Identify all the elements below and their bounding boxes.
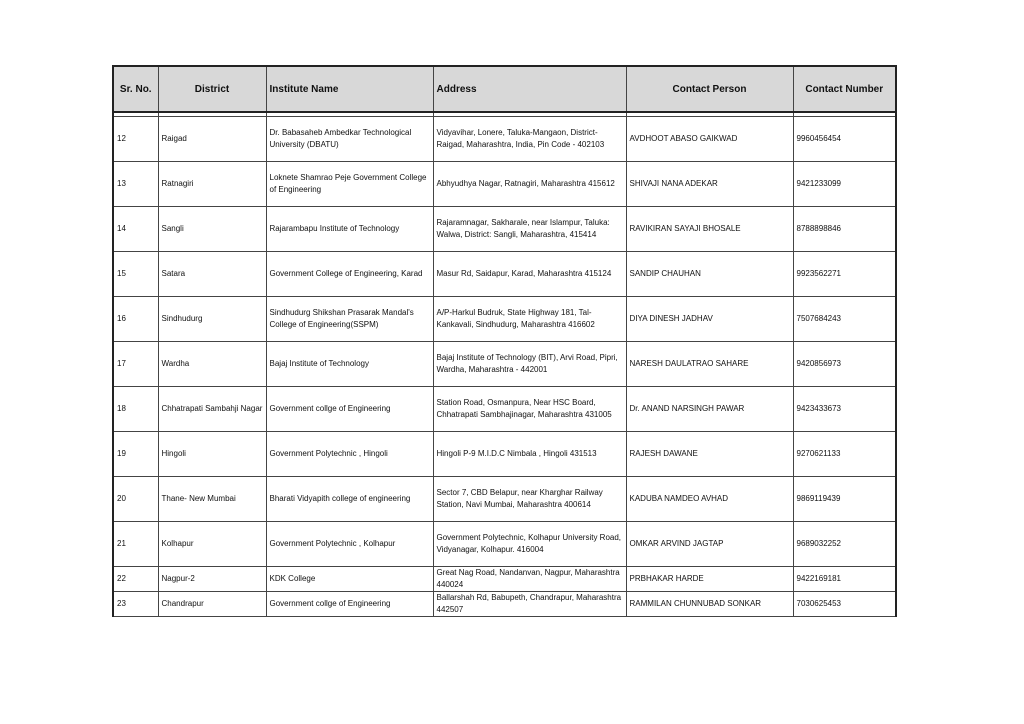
cell-contact-number: 9420856973 [793, 342, 896, 387]
cell-institute: Dr. Babasaheb Ambedkar Technological University (DBATU) [266, 117, 433, 162]
cell-contact-person: NARESH DAULATRAO SAHARE [626, 342, 793, 387]
cell-sr: 18 [113, 387, 158, 432]
table-row [113, 522, 896, 567]
cell-district: Ratnagiri [158, 162, 266, 207]
cell-contact-person: RAVIKIRAN SAYAJI BHOSALE [626, 207, 793, 252]
cell-sr: 16 [113, 297, 158, 342]
cell-contact-person: SHIVAJI NANA ADEKAR [626, 162, 793, 207]
cell-institute: Government College of Engineering, Karad [266, 252, 433, 297]
table-header-row [113, 66, 896, 112]
cell-institute: Government Polytechnic , Hingoli [266, 432, 433, 477]
table-row [113, 567, 896, 592]
cell-sr: 21 [113, 522, 158, 567]
cell-sr: 12 [113, 117, 158, 162]
cell-contact-number: 7507684243 [793, 297, 896, 342]
header-contact-person: Contact Person [626, 66, 793, 112]
cell-district: Thane- New Mumbai [158, 477, 266, 522]
cell-sr: 23 [113, 592, 158, 617]
cell-sr: 13 [113, 162, 158, 207]
cell-address: A/P-Harkul Budruk, State Highway 181, Tal-Kankavali, Sindhudurg, Maharashtra 416602 [433, 297, 626, 342]
cell-institute: Government collge of Engineering [266, 592, 433, 617]
cell-institute: Government collge of Engineering [266, 387, 433, 432]
cell-contact-person: RAJESH DAWANE [626, 432, 793, 477]
header-institute-name: Institute Name [266, 66, 433, 112]
cell-district: Hingoli [158, 432, 266, 477]
cell-contact-person: PRBHAKAR HARDE [626, 567, 793, 592]
table-row [113, 592, 896, 617]
cell-contact-person: SANDIP CHAUHAN [626, 252, 793, 297]
cell-sr: 22 [113, 567, 158, 592]
cell-address: Abhyudhya Nagar, Ratnagiri, Maharashtra 415612 [433, 162, 626, 207]
cell-address: Ballarshah Rd, Babupeth, Chandrapur, Maharashtra 442507 [433, 592, 626, 617]
cell-institute: Loknete Shamrao Peje Government College of Engineering [266, 162, 433, 207]
cell-contact-person: RAMMILAN CHUNNUBAD SONKAR [626, 592, 793, 617]
cell-district: Satara [158, 252, 266, 297]
cell-institute: KDK College [266, 567, 433, 592]
table-row [113, 387, 896, 432]
cell-contact-number: 9960456454 [793, 117, 896, 162]
cell-district: Sangli [158, 207, 266, 252]
cell-contact-number: 7030625453 [793, 592, 896, 617]
cell-contact-person: Dr. ANAND NARSINGH PAWAR [626, 387, 793, 432]
cell-district: Chhatrapati Sambahji Nagar [158, 387, 266, 432]
table-row [113, 342, 896, 387]
cell-address: Government Polytechnic, Kolhapur University Road, Vidyanagar, Kolhapur. 416004 [433, 522, 626, 567]
header-address: Address [433, 66, 626, 112]
cell-district: Kolhapur [158, 522, 266, 567]
institute-contact-table [112, 65, 897, 617]
cell-institute: Bharati Vidyapith college of engineering [266, 477, 433, 522]
cell-sr: 15 [113, 252, 158, 297]
cell-sr: 19 [113, 432, 158, 477]
cell-contact-person: KADUBA NAMDEO AVHAD [626, 477, 793, 522]
table-row [113, 477, 896, 522]
cell-contact-person: OMKAR ARVIND JAGTAP [626, 522, 793, 567]
table-row [113, 117, 896, 162]
table-row [113, 432, 896, 477]
cell-sr: 20 [113, 477, 158, 522]
cell-contact-number: 8788898846 [793, 207, 896, 252]
cell-contact-number: 9270621133 [793, 432, 896, 477]
cell-sr: 17 [113, 342, 158, 387]
cell-address: Great Nag Road, Nandanvan, Nagpur, Maharashtra 440024 [433, 567, 626, 592]
cell-address: Station Road, Osmanpura, Near HSC Board, Chhatrapati Sambhajinagar, Maharashtra 431005 [433, 387, 626, 432]
cell-district: Nagpur-2 [158, 567, 266, 592]
cell-institute: Government Polytechnic , Kolhapur [266, 522, 433, 567]
cell-address: Hingoli P-9 M.I.D.C Nimbala , Hingoli 431513 [433, 432, 626, 477]
cell-address: Bajaj Institute of Technology (BIT), Arvi Road, Pipri, Wardha, Maharashtra - 442001 [433, 342, 626, 387]
cell-address: Vidyavihar, Lonere, Taluka-Mangaon, District-Raigad, Maharashtra, India, Pin Code - 402103 [433, 117, 626, 162]
cell-contact-number: 9689032252 [793, 522, 896, 567]
cell-district: Sindhudurg [158, 297, 266, 342]
header-district: District [158, 66, 266, 112]
cell-district: Wardha [158, 342, 266, 387]
cell-sr: 14 [113, 207, 158, 252]
cell-contact-number: 9421233099 [793, 162, 896, 207]
cell-contact-number: 9423433673 [793, 387, 896, 432]
table-row [113, 162, 896, 207]
cell-contact-number: 9869119439 [793, 477, 896, 522]
cell-contact-person: DIYA DINESH JADHAV [626, 297, 793, 342]
header-contact-number: Contact Number [793, 66, 896, 112]
cell-address: Rajaramnagar, Sakharale, near Islampur, Taluka: Walwa, District: Sangli, Maharashtra, 415414 [433, 207, 626, 252]
cell-address: Sector 7, CBD Belapur, near Kharghar Railway Station, Navi Mumbai, Maharashtra 400614 [433, 477, 626, 522]
cell-institute: Bajaj Institute of Technology [266, 342, 433, 387]
cell-institute: Rajarambapu Institute of Technology [266, 207, 433, 252]
table-row [113, 297, 896, 342]
cell-contact-number: 9422169181 [793, 567, 896, 592]
table-row [113, 207, 896, 252]
cell-contact-person: AVDHOOT ABASO GAIKWAD [626, 117, 793, 162]
cell-district: Raigad [158, 117, 266, 162]
cell-contact-number: 9923562271 [793, 252, 896, 297]
cell-institute: Sindhudurg Shikshan Prasarak Mandal's College of Engineering(SSPM) [266, 297, 433, 342]
header-sr-no: Sr. No. [113, 66, 158, 112]
cell-address: Masur Rd, Saidapur, Karad, Maharashtra 415124 [433, 252, 626, 297]
cell-district: Chandrapur [158, 592, 266, 617]
table-row [113, 252, 896, 297]
